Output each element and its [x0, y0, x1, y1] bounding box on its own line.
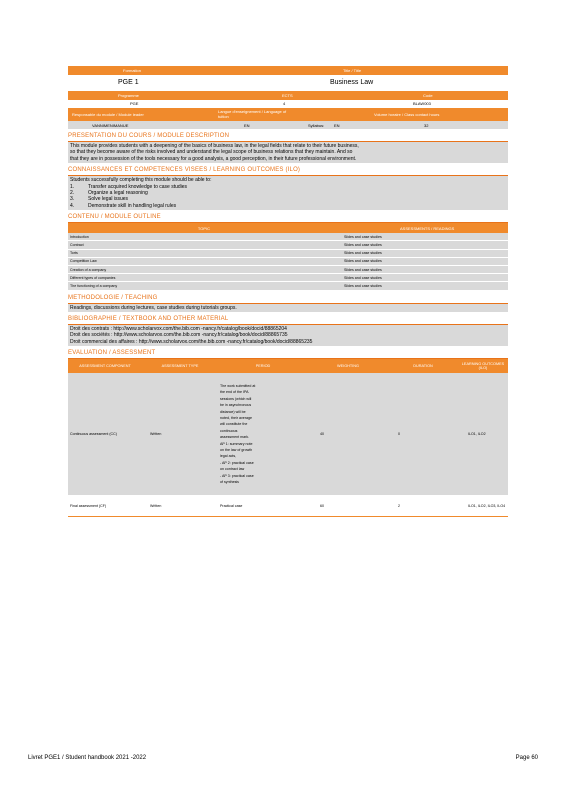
programme-label: Programme [118, 93, 139, 98]
page-number: Page 60 [515, 755, 538, 761]
learning-outcome-item: 1. Transfer acquired knowledge to case studies [70, 183, 188, 190]
component-cell: Final assessment (CF) [68, 496, 142, 517]
table-row: Contract Slides and case studies [68, 241, 508, 249]
component-column-header: ASSESSMENT COMPONENT [68, 359, 142, 373]
ilo-column-header: LEARNING OUTCOMES (ILO) [458, 359, 508, 373]
language-value: EN [244, 123, 250, 128]
presentation-line: This module provides students with a deepening of the basics of business law, in the legal fields that relate to their future business, [70, 143, 359, 149]
ects-label: ECTS [282, 93, 293, 98]
module-leader-value: VANNIMENIMANUE [92, 123, 129, 128]
type-cell: Written [142, 496, 218, 517]
learning-outcomes-intro: Students successfully completing this module should be able to: [70, 177, 212, 184]
syllabus-label: Syllabus: [308, 123, 325, 128]
table-row: Creation of a company Slides and case studies [68, 266, 508, 274]
bibliography-heading: BIBLIOGRAPHIE / TEXTBOOK AND OTHER MATERIAL [68, 315, 508, 325]
module-outline-heading: CONTENU / MODULE OUTLINE [68, 213, 508, 223]
language-label: Langue d'enseignement / Language of tuition [218, 109, 287, 119]
weighting-cell: 60 [308, 496, 388, 517]
bibliography-body [68, 325, 508, 346]
bibliography-item: Droit des sociétés : http://www.scholarvox.com/the.bib.com -nancy.fr/catalog/book/docid/88865735 [70, 332, 288, 339]
ects-value: 4 [283, 101, 286, 106]
methodology-heading: METHODOLOGIE / TEACHING [68, 294, 508, 304]
weighting-cell: 40 [308, 373, 388, 496]
syllabus-page [68, 66, 508, 517]
table-row: Competition Law Slides and case studies [68, 257, 508, 265]
learning-outcome-item: 3. Solve legal issues [70, 196, 129, 203]
page-footer [28, 755, 538, 765]
period-column-header: PERIOD [218, 359, 308, 373]
programme-value: PGE [130, 101, 139, 106]
ilo-cell: ILO1, ILO2, ILO3, ILO4 [458, 496, 508, 517]
method-cell: Practical case [218, 496, 308, 517]
footer-handbook-label: Livret PGE1 / Student handbook 2021 -2022 [28, 755, 147, 761]
table-row: Torts Slides and case studies [68, 249, 508, 257]
syllabus-value: EN [334, 123, 340, 128]
evaluation-header [68, 359, 508, 373]
duration-cell: 2 [388, 496, 458, 517]
duration-column-header: DURATION [388, 359, 458, 373]
module-outline-header [68, 223, 508, 233]
title-value: Business Law [330, 79, 374, 86]
duration-cell: 0 [388, 373, 458, 496]
class-hours-label: Volume horaire / Class contact hours [374, 112, 440, 117]
learning-outcome-item: 4. Demonstrate skill in handling legal rules [70, 202, 177, 209]
table-row: The functioning of a company Slides and case studies [68, 282, 508, 290]
methodology-text: Readings, discussions during lectures, case studies during tutorials groups. [70, 304, 237, 311]
learning-outcomes-body [68, 176, 508, 210]
evaluation-heading: EVALUATION / ASSESSMENT [68, 349, 508, 359]
weighting-column-header: WEIGHTING [308, 359, 388, 373]
bibliography-item: Droit des contrats : http://www.scholarvox.com/the.bib.com -nancy.fr/catalog/book/docid/88865204 [70, 325, 287, 332]
table-row: Different types of companies Slides and case studies [68, 274, 508, 282]
presentation-line: that they are in possession of the tools necessary for a good analysis, a good perception, in their future professional environment. [70, 155, 357, 162]
bibliography-item: Droit commercial des affaires : http://www.scholarvox.com/the.bib.com -nancy.fr/catalog/book/docid/88865235 [70, 338, 313, 345]
code-label: Code [423, 93, 433, 98]
table-row [68, 373, 508, 496]
header-labels-row [68, 66, 508, 75]
programme-labels-row [68, 91, 508, 100]
class-hours-value: 32 [424, 123, 429, 128]
responsable-values-row [68, 121, 508, 129]
type-cell: Written [142, 373, 218, 496]
module-leader-label: Responsable du module / Module leader [72, 112, 144, 117]
programme-values-row [68, 100, 508, 108]
methodology-body [68, 304, 508, 312]
title-label: Title / Title [343, 68, 362, 73]
component-cell: Continuous assessment (CC) [68, 373, 142, 496]
learning-outcome-item: 2. Organize a legal reasoning [70, 190, 148, 197]
type-column-header: ASSESSMENT TYPE [142, 359, 218, 373]
presentation-heading: PRESENTATION DU COURS / MODULE DESCRIPTION [68, 132, 508, 142]
table-row: Introduction Slides and case studies [68, 233, 508, 241]
method-cell: The work submitted at the end of the IPA sessions (which will be in asynchronous distance) will be noted, their average will constitute the continuous assessment mark. AP 1: summary note on the law of growth legal acts, - AP 2: practical case on contract law - AP 3: practical case of synthesis [218, 373, 308, 496]
evaluation-table [68, 359, 508, 517]
table-row [68, 496, 508, 517]
formation-value: PGE 1 [118, 79, 139, 86]
code-value: BLAW003 [413, 101, 431, 106]
responsable-labels-row [68, 108, 508, 121]
header-values-row [68, 75, 508, 91]
assessments-column-header: ASSESSMENTS / READINGS [340, 223, 508, 233]
presentation-body [68, 142, 508, 163]
topic-column-header: TOPIC [68, 223, 340, 233]
presentation-line: so that they become aware of the risks involved and understand the legal scope of business relations that they maintain. And so [70, 149, 353, 156]
ilo-cell: ILO1, ILO2 [458, 373, 508, 496]
formation-label: Formation [123, 68, 142, 73]
learning-outcomes-heading: CONNAISSANCES ET COMPETENCES VISEES / LEARNING OUTCOMES (ILO) [68, 166, 508, 176]
module-outline-table [68, 223, 508, 290]
